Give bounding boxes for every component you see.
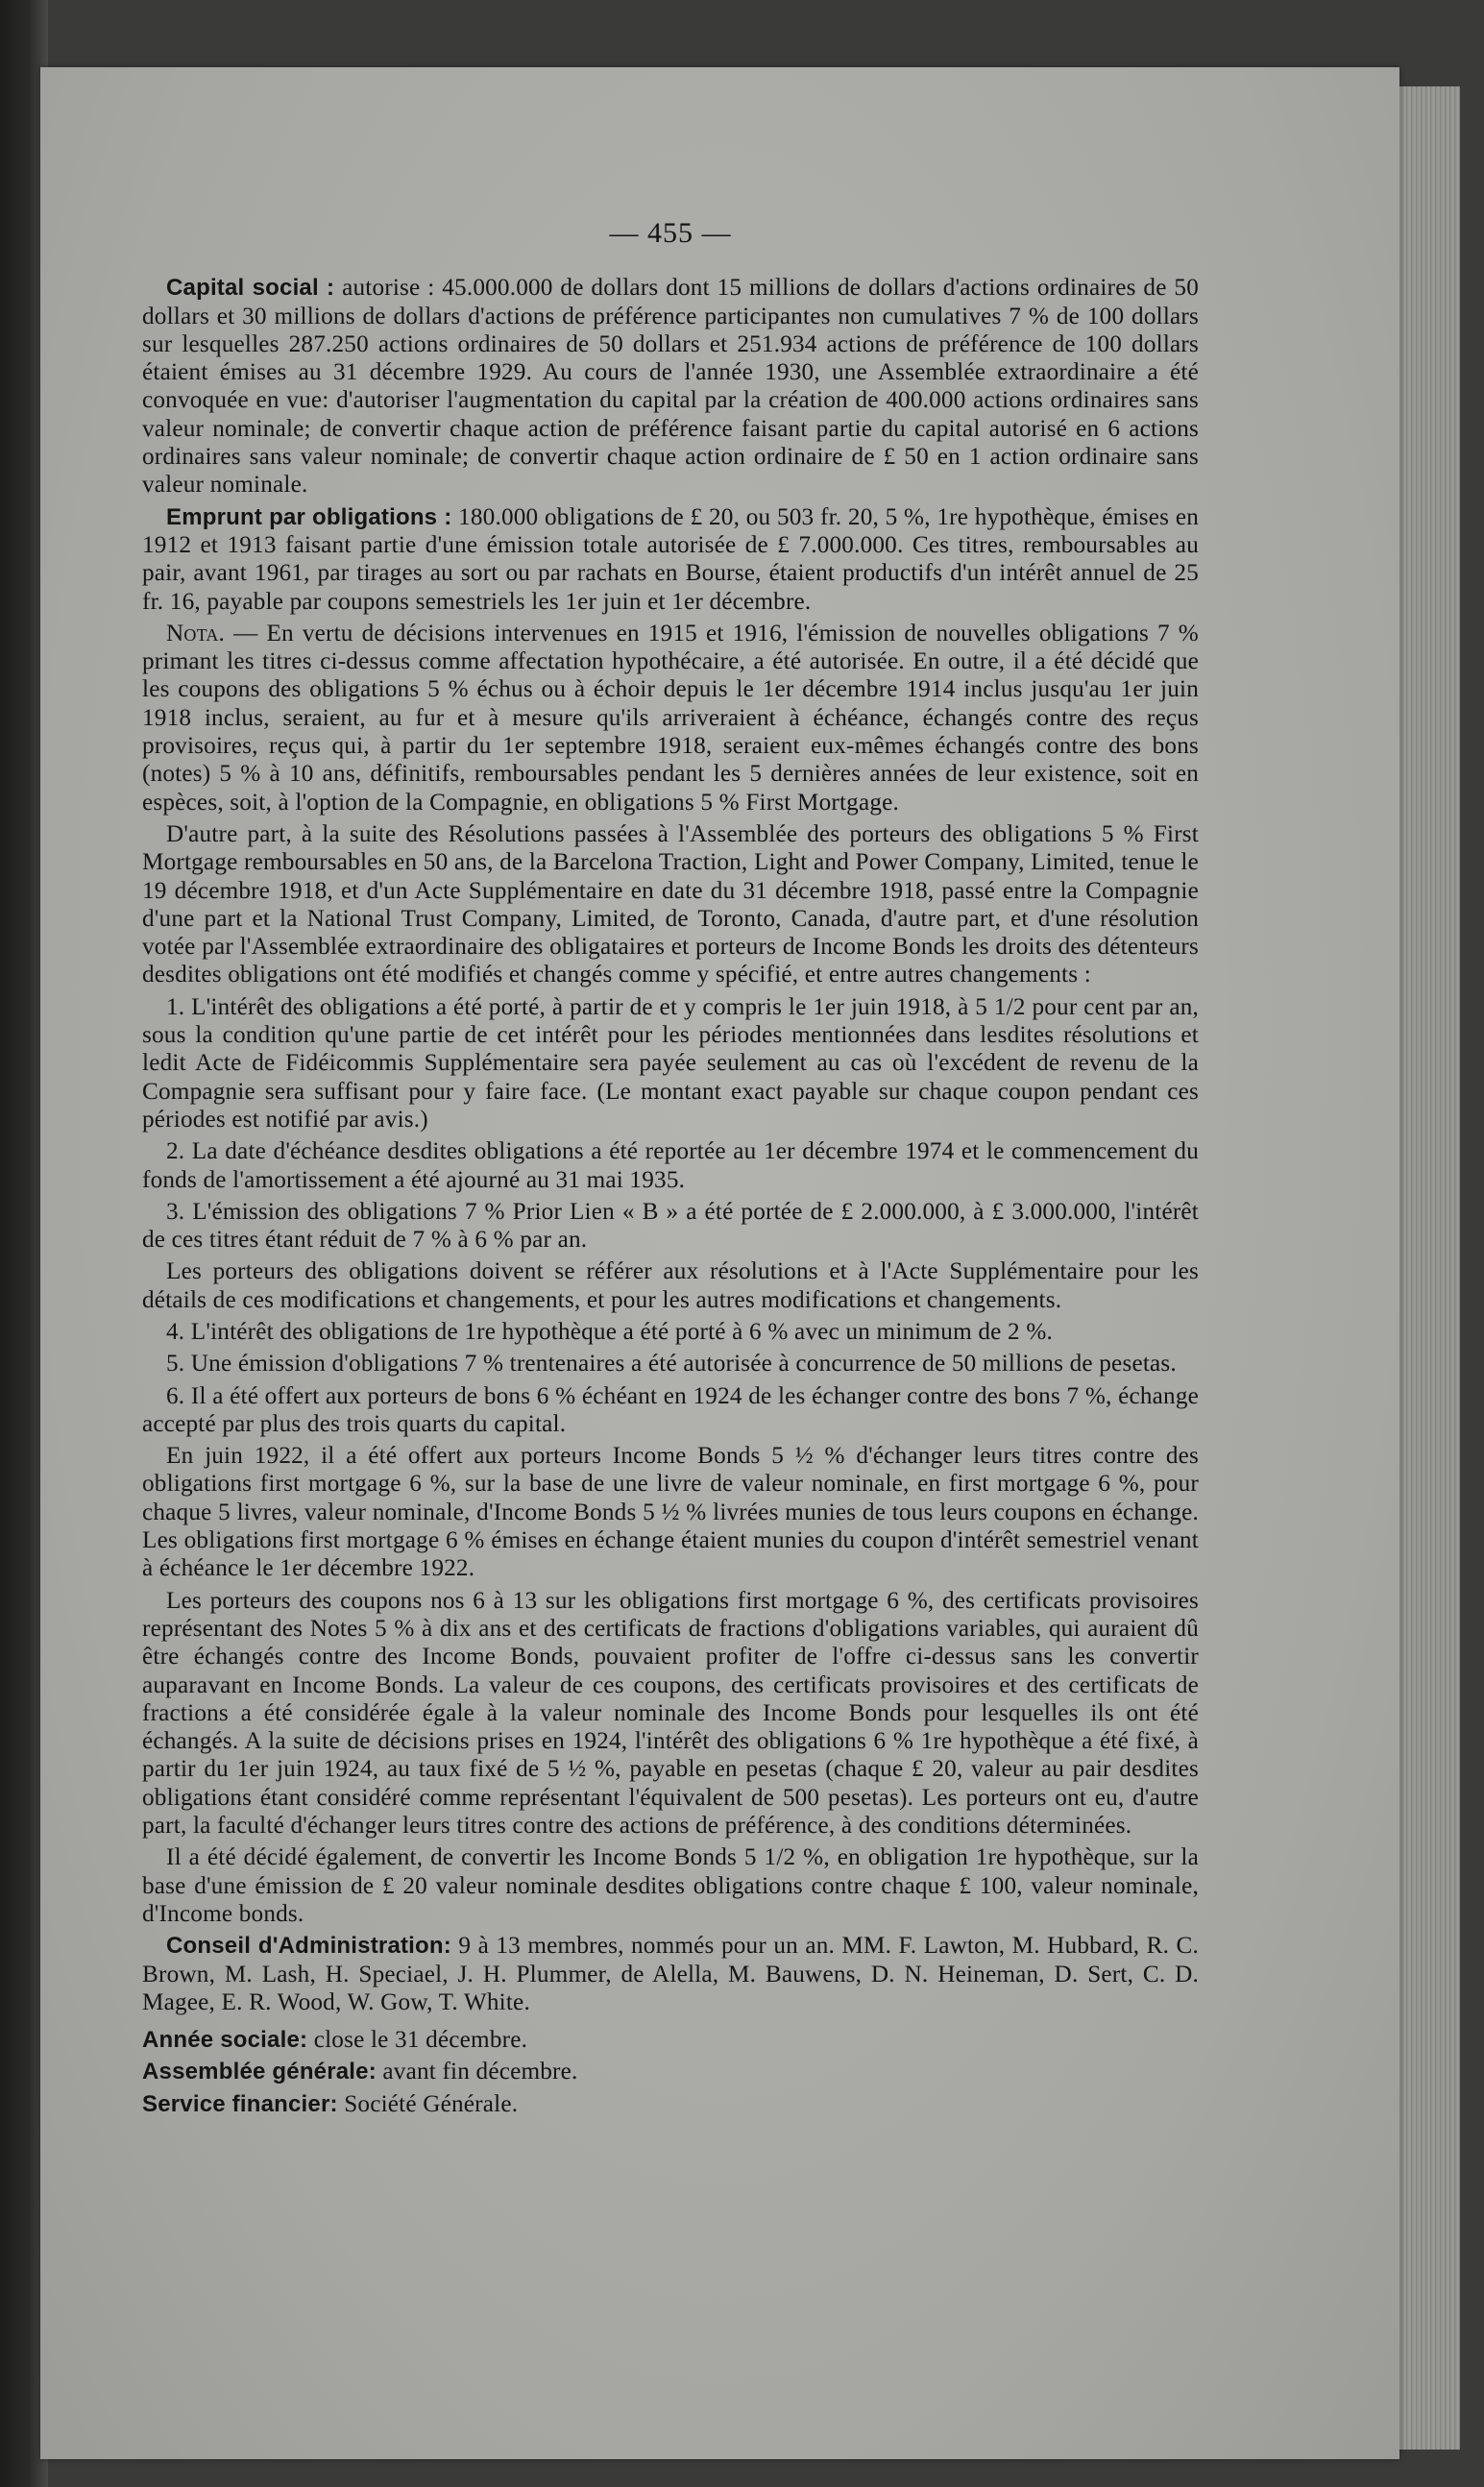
service-financier-text: Société Générale. [344,2090,519,2117]
conseil-text: 9 à 13 membres, nommés pour un an. MM. F. Lawton, M. Hubbard, R. C. Brown, M. Lash, H. Speciael, J. H. Plummer, de Alella, M. Bauwens, D. N. Heineman, D. Sert, C. D. Magee, E. R. Wood, W. Gow, T. White. [142,1933,1200,2015]
paragraph-juin-1922: En juin 1922, il a été offert aux porteurs Income Bonds 5 ½ % d'échanger leurs titres contre des obligations first mortgage 6 %, sur la base de une livre de valeur nominale, en first mortgage 6 %, pour chaque 5 livres, valeur nominale, d'Income Bonds 5 ½ % livrées munies de tous leurs coupons en échange. Les obligations first mortgage 6 % émises en échange étaient munies du coupon d'intérêt semestriel venant à échéance le 1er décembre 1922. [142,1443,1199,1582]
annee-sociale-text: close le 31 décembre. [313,2027,528,2054]
paragraph-change-6: 6. Il a été offert aux porteurs de bons 6 % échéant en 1924 de les échanger contre des bons 7 %, échange accepté par plus des trois quarts du capital. [142,1382,1199,1437]
capital-social-text: autorise : 45.000.000 de dollars dont 15 millions de dollars d'actions ordinaires de 50 dollars et 30 millions de dollars d'actions de préférence participantes non cumulatives 7 % de 100 dollars sur lesquelles 287.250 actions ordinaires de 50 dollars et 251.934 actions de préférence de 100 dollars étaient émises au 31 décembre 1929. Au cours de l'année 1930, une Assemblée extraordinaire a été convoquée en vue: d'autoriser l'augmentation du capital par la création de 400.000 actions ordinaires sans valeur nominale; de convertir chaque action de préférence faisant partie du capital autorisé en 6 actions ordinaires sans valeur nominale; de convertir chaque action ordinaire de £ 50 en 1 action ordinaire sans valeur nominale. [142,275,1199,499]
paragraph-change-1: 1. L'intérêt des obligations a été porté, à partir de et y compris le 1er juin 1918, à 5 1/2 pour cent par an, sous la condition qu'une partie de cet intérêt pour les périodes mentionnées dans lesdites résolutions et ledit Acte de Fidéicommis Supplémentaire sera payée seulement au cas où l'excédent de revenu de la Compagnie sera suffisant pour y faire face. (Le montant exact payable sur chaque coupon pendant ces périodes est notifié par avis.) [142,993,1199,1133]
nota-paragraph [142,620,1199,817]
capital-social-paragraph [142,274,1199,499]
conseil-paragraph [142,1932,1199,2016]
conseil-label: Conseil d'Administration: [166,1933,451,1960]
paragraph-change-3: 3. L'émission des obligations 7 % Prior Lien « B » a été portée de £ 2.000.000, à £ 3.000.000, l'intérêt de ces titres étant réduit de 7 % à 6 % par an. [142,1198,1199,1254]
page-number: — 455 — [609,217,732,249]
annee-sociale-label: Année sociale: [142,2027,308,2054]
spacer [142,2016,1199,2022]
paragraph-change-5: 5. Une émission d'obligations 7 % trentenaires a été autorisée à concurrence de 50 millions de pesetas. [166,1351,1177,1378]
paragraph-porteurs: Les porteurs des obligations doivent se référer aux résolutions et à l'Acte Supplémentaire pour les détails de ces modifications et changements, et pour les autres modifications et changements. [142,1258,1199,1313]
service-financier-line [142,2090,1199,2118]
paragraph-autre-part: D'autre part, à la suite des Résolutions passées à l'Assemblée des porteurs des obligations 5 % First Mortgage remboursables en 50 ans, de la Barcelona Traction, Light and Power Company, Limited, tenue le 19 décembre 1918, et d'un Acte Supplémentaire en date du 31 décembre 1918, passé entre la Compagnie d'une part et la National Trust Company, Limited, de Toronto, Canada, d'autre part, et d'une résolution votée par l'Assemblée extraordinaire des obligataires et porteurs de Income Bonds les droits des détenteurs desdites obligations ont été modifiés et changés comme y spécifié, et entre autres changements : [142,820,1199,988]
capital-social-label: Capital social : [166,275,335,302]
emprunt-text: 180.000 obligations de £ 20, ou 503 fr. 20, 5 %, 1re hypothèque, émises en 1912 et 1913 faisant partie d'une émission totale autorisée de £ 7.000.000. Ces titres, remboursables au pair, avant 1961, par tirages au sort ou par rachats en Bourse, étaient productifs d'un intérêt annuel de 25 fr. 16, payable par coupons semestriels les 1er juin et 1er décembre. [142,503,1199,615]
assemblee-generale-line [142,2058,1199,2085]
paragraph-coupons: Les porteurs des coupons nos 6 à 13 sur les obligations first mortgage 6 %, des certificats provisoires représentant des Notes 5 % à dix ans et des certificats de fractions d'obligations variables, qui auraient dû être échangés contre des Income Bonds, pouvaient profiter de l'offre ci-dessus sans les convertir auparavant en Income Bonds. La valeur de ces coupons, des certificats provisoires et des certificats de fractions a été considérée égale à la valeur nominale des Income Bonds pour lesquelles ils ont été échangés. A la suite de décisions prises en 1924, l'intérêt des obligations 6 % 1re hypothèque a été fixé, à partir du 1er juin 1924, au taux fixé de 5 ½ %, payable en pesetas (chaque £ 20, valeur au pair desdites obligations étant considéré comme représentant l'équivalent de 500 pesetas). Les porteurs ont eu, d'autre part, la faculté d'échanger leurs titres contre des actions de préférence, à des conditions déterminées. [142,1587,1199,1840]
assemblee-generale-label: Assemblée générale: [142,2059,377,2085]
emprunt-paragraph [142,503,1199,616]
nota-label: Nota. [166,620,226,646]
page-content [142,219,1199,2118]
assemblee-generale-text: avant fin décembre. [382,2059,578,2085]
service-financier-label: Service financier: [142,2090,338,2117]
annee-sociale-line [142,2026,1199,2054]
paragraph-change-2: 2. La date d'échéance desdites obligations a été reportée au 1er décembre 1974 et le commencement du fonds de l'amortissement a été ajourné au 31 mai 1935. [142,1138,1199,1193]
emprunt-label: Emprunt par obligations : [166,503,452,530]
paragraph-change-4: 4. L'intérêt des obligations de 1re hypothèque a été porté à 6 % avec un minimum de 2 %. [166,1318,1054,1345]
paragraph-conversion: Il a été décidé également, de convertir les Income Bonds 5 1/2 %, en obligation 1re hypothèque, sur la base d'une émission de £ 20 valeur nominale desdites obligations contre chaque £ 100, valeur nominale, d'Income bonds. [142,1844,1199,1927]
nota-text: — En vertu de décisions intervenues en 1915 et 1916, l'émission de nouvelles obligations 7 % primant les titres ci-dessus comme affectation hypothécaire, a été autorisée. En outre, il a été décidé que les coupons des obligations 5 % échus ou à échoir depuis le 1er décembre 1914 inclus jusqu'au 1er juin 1918 inclus, seraient, au fur et à mesure qu'ils arriveraient à échéance, échangés contre des reçus provisoires, reçus qui, à partir du 1er septembre 1918, seraient eux-mêmes échangés contre des bons (notes) 5 % à 10 ans, définitifs, remboursables pendant les 5 dernières années de leur existence, soit en espèces, soit, à l'option de la Compagnie, en obligations 5 % First Mortgage. [142,620,1199,816]
